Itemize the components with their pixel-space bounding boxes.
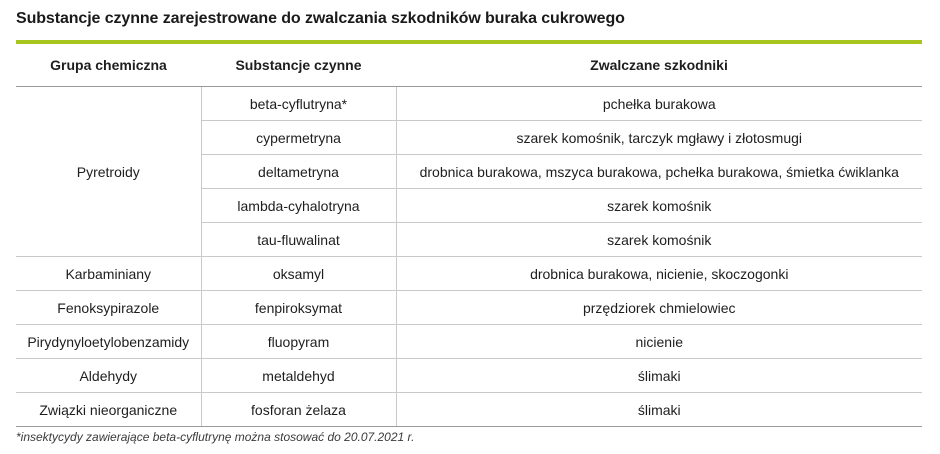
- substance-cell: metaldehyd: [201, 359, 396, 393]
- substance-cell: fluopyram: [201, 325, 396, 359]
- table-row: [16, 359, 922, 393]
- table-row: [16, 393, 922, 427]
- pests-cell: szarek komośnik: [396, 189, 922, 223]
- pests-cell: szarek komośnik: [396, 223, 922, 257]
- substance-cell: oksamyl: [201, 257, 396, 291]
- table-row: [16, 87, 922, 121]
- substance-cell: beta-cyflutryna*: [201, 87, 396, 121]
- group-cell: Pyretroidy: [16, 87, 201, 257]
- footnote: *insektycydy zawierające beta-cyflutrynę można stosować do 20.07.2021 r.: [16, 430, 415, 444]
- pests-cell: ślimaki: [396, 393, 922, 427]
- pests-cell: szarek komośnik, tarczyk mgławy i złotosmugi: [396, 121, 922, 155]
- substance-cell: tau-fluwalinat: [201, 223, 396, 257]
- substance-cell: cypermetryna: [201, 121, 396, 155]
- pests-cell: pchełka burakowa: [396, 87, 922, 121]
- table-row: [16, 325, 922, 359]
- pests-cell: ślimaki: [396, 359, 922, 393]
- substance-cell: fenpiroksymat: [201, 291, 396, 325]
- table-row: [16, 291, 922, 325]
- group-cell: Aldehydy: [16, 359, 201, 393]
- group-cell: Związki nieorganiczne: [16, 393, 201, 427]
- group-cell: Pirydynyloetylobenzamidy: [16, 325, 201, 359]
- header-group: Grupa chemiczna: [16, 44, 201, 87]
- table-row: [16, 257, 922, 291]
- pests-cell: drobnica burakowa, nicienie, skoczogonki: [396, 257, 922, 291]
- header-substance: Substancje czynne: [201, 44, 396, 87]
- pests-cell: drobnica burakowa, mszyca burakowa, pchełka burakowa, śmietka ćwiklanka: [396, 155, 922, 189]
- substance-cell: fosforan żelaza: [201, 393, 396, 427]
- substance-cell: deltametryna: [201, 155, 396, 189]
- pests-cell: przędziorek chmielowiec: [396, 291, 922, 325]
- group-cell: Karbaminiany: [16, 257, 201, 291]
- header-pests: Zwalczane szkodniki: [396, 44, 922, 87]
- table-header-row: [16, 44, 922, 87]
- substance-cell: lambda-cyhalotryna: [201, 189, 396, 223]
- pest-substances-table: [16, 44, 922, 427]
- table-title: Substancje czynne zarejestrowane do zwalczania szkodników buraka cukrowego: [16, 10, 625, 27]
- group-cell: Fenoksypirazole: [16, 291, 201, 325]
- pests-cell: nicienie: [396, 325, 922, 359]
